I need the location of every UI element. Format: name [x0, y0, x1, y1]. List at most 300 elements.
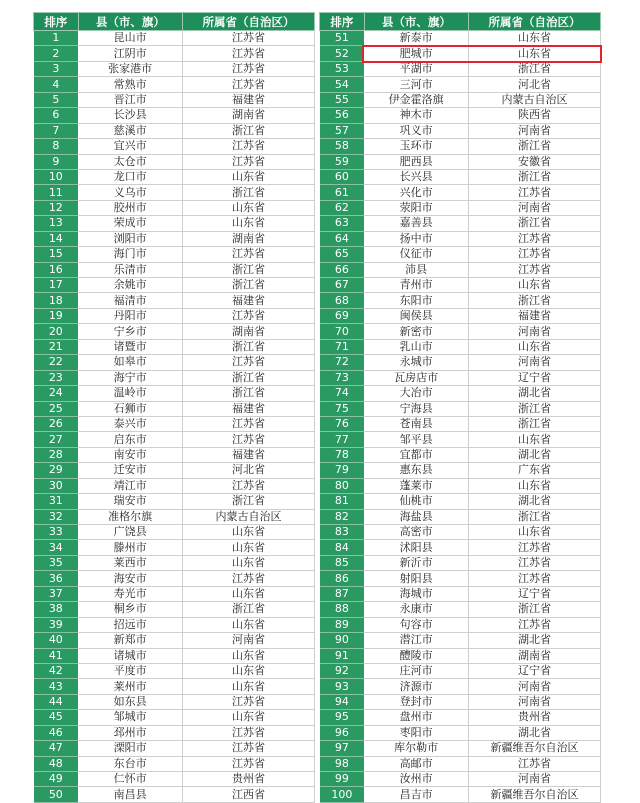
rank-header-right: 排序 [320, 13, 365, 31]
county-cell: 海安市 [78, 571, 182, 586]
province-cell: 浙江省 [183, 602, 315, 617]
table-row [34, 92, 601, 107]
rank-cell: 34 [34, 540, 79, 555]
rank-cell: 10 [34, 169, 79, 184]
rank-cell: 18 [34, 293, 79, 308]
rank-cell: 42 [34, 663, 79, 678]
rank-cell: 67 [320, 278, 365, 293]
province-cell: 山东省 [469, 339, 601, 354]
county-cell: 青州市 [364, 278, 468, 293]
province-cell: 山东省 [469, 478, 601, 493]
province-cell: 江苏省 [469, 247, 601, 262]
county-cell: 余姚市 [78, 278, 182, 293]
rank-cell: 57 [320, 123, 365, 138]
province-cell: 浙江省 [183, 185, 315, 200]
county-cell: 宁乡市 [78, 324, 182, 339]
county-cell: 永城市 [364, 355, 468, 370]
county-cell: 三河市 [364, 77, 468, 92]
table-row [34, 154, 601, 169]
rank-cell: 23 [34, 370, 79, 385]
table-row [34, 663, 601, 678]
province-cell: 湖南省 [183, 324, 315, 339]
rank-cell: 12 [34, 200, 79, 215]
county-cell: 滕州市 [78, 540, 182, 555]
county-cell: 南昌县 [78, 787, 182, 802]
rank-cell: 6 [34, 108, 79, 123]
table-row [34, 216, 601, 231]
rank-cell: 70 [320, 324, 365, 339]
table-row [34, 247, 601, 262]
rank-cell: 21 [34, 339, 79, 354]
province-cell: 江苏省 [469, 262, 601, 277]
table-row [34, 772, 601, 787]
rank-cell: 36 [34, 571, 79, 586]
county-cell: 盘州市 [364, 710, 468, 725]
province-cell: 浙江省 [469, 293, 601, 308]
county-cell: 江阴市 [78, 46, 182, 61]
county-cell: 如东县 [78, 694, 182, 709]
rank-cell: 95 [320, 710, 365, 725]
county-cell: 寿光市 [78, 586, 182, 601]
rank-cell: 31 [34, 494, 79, 509]
province-cell: 湖北省 [469, 725, 601, 740]
county-cell: 石狮市 [78, 401, 182, 416]
province-cell: 江苏省 [183, 308, 315, 323]
county-cell: 嘉善县 [364, 216, 468, 231]
province-cell: 河南省 [469, 694, 601, 709]
county-cell: 巩义市 [364, 123, 468, 138]
rank-cell: 30 [34, 478, 79, 493]
county-cell: 新郑市 [78, 633, 182, 648]
province-cell: 浙江省 [469, 139, 601, 154]
province-cell: 福建省 [183, 401, 315, 416]
rank-cell: 29 [34, 463, 79, 478]
table-row [34, 432, 601, 447]
table-row [34, 787, 601, 802]
county-cell: 仪征市 [364, 247, 468, 262]
province-cell: 浙江省 [469, 416, 601, 431]
county-cell: 仁怀市 [78, 772, 182, 787]
county-cell: 浏阳市 [78, 231, 182, 246]
county-cell: 太仓市 [78, 154, 182, 169]
county-cell: 邳州市 [78, 725, 182, 740]
rank-cell: 63 [320, 216, 365, 231]
province-cell: 湖北省 [469, 494, 601, 509]
province-cell: 山东省 [183, 216, 315, 231]
county-cell: 潜江市 [364, 633, 468, 648]
county-cell: 苍南县 [364, 416, 468, 431]
table-row [34, 185, 601, 200]
table-row [34, 602, 601, 617]
province-cell: 江西省 [183, 787, 315, 802]
province-cell: 贵州省 [183, 772, 315, 787]
table-row [34, 169, 601, 184]
county-cell: 荣成市 [78, 216, 182, 231]
rank-cell: 33 [34, 525, 79, 540]
province-cell: 江苏省 [183, 741, 315, 756]
rank-cell: 55 [320, 92, 365, 107]
province-cell: 江苏省 [183, 694, 315, 709]
county-cell: 昆山市 [78, 31, 182, 46]
rank-cell: 79 [320, 463, 365, 478]
table-row [34, 139, 601, 154]
province-cell: 内蒙古自治区 [183, 509, 315, 524]
table-row [34, 555, 601, 570]
rank-cell: 9 [34, 154, 79, 169]
province-cell: 山东省 [183, 710, 315, 725]
county-cell: 长沙县 [78, 108, 182, 123]
county-cell: 慈溪市 [78, 123, 182, 138]
rank-cell: 53 [320, 61, 365, 76]
province-cell: 安徽省 [469, 154, 601, 169]
county-header-left: 县（市、旗） [78, 13, 182, 31]
county-cell: 宜都市 [364, 447, 468, 462]
county-cell: 迁安市 [78, 463, 182, 478]
province-cell: 贵州省 [469, 710, 601, 725]
county-cell: 溧阳市 [78, 741, 182, 756]
province-cell: 河南省 [469, 324, 601, 339]
header-row [34, 13, 601, 31]
rank-cell: 69 [320, 308, 365, 323]
table-row [34, 586, 601, 601]
province-cell: 浙江省 [183, 370, 315, 385]
county-cell: 瑞安市 [78, 494, 182, 509]
table-row [34, 571, 601, 586]
province-cell: 山东省 [183, 663, 315, 678]
province-cell: 江苏省 [183, 31, 315, 46]
rank-cell: 59 [320, 154, 365, 169]
county-cell: 永康市 [364, 602, 468, 617]
province-cell: 山东省 [183, 200, 315, 215]
province-cell: 山东省 [183, 169, 315, 184]
rank-cell: 100 [320, 787, 365, 802]
province-cell: 江苏省 [183, 725, 315, 740]
table-row [34, 401, 601, 416]
county-cell: 神木市 [364, 108, 468, 123]
province-cell: 广东省 [469, 463, 601, 478]
county-header-right: 县（市、旗） [364, 13, 468, 31]
province-cell: 山东省 [183, 586, 315, 601]
province-cell: 山东省 [469, 31, 601, 46]
province-cell: 江苏省 [183, 571, 315, 586]
table-row [34, 694, 601, 709]
county-cell: 福清市 [78, 293, 182, 308]
province-cell: 江苏省 [183, 46, 315, 61]
rank-cell: 27 [34, 432, 79, 447]
table-row [34, 416, 601, 431]
county-cell: 广饶县 [78, 525, 182, 540]
county-cell: 枣阳市 [364, 725, 468, 740]
table-row [34, 741, 601, 756]
rank-cell: 54 [320, 77, 365, 92]
province-cell: 新疆维吾尔自治区 [469, 787, 601, 802]
province-cell: 浙江省 [469, 216, 601, 231]
rank-cell: 22 [34, 355, 79, 370]
province-cell: 浙江省 [469, 509, 601, 524]
province-cell: 福建省 [183, 447, 315, 462]
province-cell: 湖北省 [469, 633, 601, 648]
rank-cell: 37 [34, 586, 79, 601]
table-row [34, 324, 601, 339]
table-row [34, 617, 601, 632]
province-cell: 浙江省 [469, 169, 601, 184]
province-cell: 新疆维吾尔自治区 [469, 741, 601, 756]
county-cell: 丹阳市 [78, 308, 182, 323]
table-row [34, 46, 601, 61]
province-cell: 江苏省 [469, 571, 601, 586]
rank-cell: 90 [320, 633, 365, 648]
rank-cell: 25 [34, 401, 79, 416]
rank-cell: 46 [34, 725, 79, 740]
table-row [34, 463, 601, 478]
county-cell: 宜兴市 [78, 139, 182, 154]
county-cell: 胶州市 [78, 200, 182, 215]
rank-cell: 1 [34, 31, 79, 46]
province-cell: 江苏省 [183, 355, 315, 370]
province-header-right: 所属省（自治区） [469, 13, 601, 31]
rank-cell: 85 [320, 555, 365, 570]
county-cell: 乳山市 [364, 339, 468, 354]
county-cell: 肥城市 [364, 46, 468, 61]
county-cell: 高密市 [364, 525, 468, 540]
rank-cell: 39 [34, 617, 79, 632]
table-row [34, 77, 601, 92]
province-cell: 山东省 [183, 525, 315, 540]
county-cell: 扬中市 [364, 231, 468, 246]
table-body [34, 31, 601, 803]
county-cell: 靖江市 [78, 478, 182, 493]
province-cell: 福建省 [183, 293, 315, 308]
province-cell: 江苏省 [469, 756, 601, 771]
province-header-left: 所属省（自治区） [183, 13, 315, 31]
rank-cell: 51 [320, 31, 365, 46]
province-cell: 山东省 [469, 46, 601, 61]
rank-cell: 56 [320, 108, 365, 123]
county-cell: 义乌市 [78, 185, 182, 200]
county-cell: 瓦房店市 [364, 370, 468, 385]
rank-cell: 75 [320, 401, 365, 416]
rank-cell: 38 [34, 602, 79, 617]
table-row [34, 679, 601, 694]
rank-cell: 8 [34, 139, 79, 154]
county-cell: 伊金霍洛旗 [364, 92, 468, 107]
rank-cell: 82 [320, 509, 365, 524]
rank-cell: 3 [34, 61, 79, 76]
rank-cell: 68 [320, 293, 365, 308]
table-row [34, 494, 601, 509]
rank-cell: 24 [34, 386, 79, 401]
province-cell: 浙江省 [183, 494, 315, 509]
rank-cell: 26 [34, 416, 79, 431]
rank-cell: 87 [320, 586, 365, 601]
county-cell: 平湖市 [364, 61, 468, 76]
county-cell: 海门市 [78, 247, 182, 262]
rank-cell: 91 [320, 648, 365, 663]
county-cell: 莱西市 [78, 555, 182, 570]
county-cell: 射阳县 [364, 571, 468, 586]
province-cell: 江苏省 [469, 231, 601, 246]
province-cell: 山东省 [183, 617, 315, 632]
county-cell: 兴化市 [364, 185, 468, 200]
rank-cell: 76 [320, 416, 365, 431]
county-cell: 醴陵市 [364, 648, 468, 663]
county-cell: 庄河市 [364, 663, 468, 678]
province-cell: 河北省 [183, 463, 315, 478]
province-cell: 福建省 [469, 308, 601, 323]
county-cell: 邹平县 [364, 432, 468, 447]
rank-cell: 81 [320, 494, 365, 509]
province-cell: 内蒙古自治区 [469, 92, 601, 107]
province-cell: 江苏省 [183, 756, 315, 771]
rank-cell: 66 [320, 262, 365, 277]
county-cell: 新密市 [364, 324, 468, 339]
table-row [34, 308, 601, 323]
rank-cell: 13 [34, 216, 79, 231]
table-row [34, 447, 601, 462]
rank-cell: 89 [320, 617, 365, 632]
province-cell: 江苏省 [469, 555, 601, 570]
county-cell: 长兴县 [364, 169, 468, 184]
table-row [34, 339, 601, 354]
table-row [34, 108, 601, 123]
county-cell: 东台市 [78, 756, 182, 771]
province-cell: 辽宁省 [469, 370, 601, 385]
county-cell: 肥西县 [364, 154, 468, 169]
county-cell: 海盐县 [364, 509, 468, 524]
rank-cell: 17 [34, 278, 79, 293]
province-cell: 山东省 [469, 432, 601, 447]
county-cell: 泰兴市 [78, 416, 182, 431]
province-cell: 湖北省 [469, 447, 601, 462]
table-row [34, 478, 601, 493]
county-cell: 蓬莱市 [364, 478, 468, 493]
county-cell: 温岭市 [78, 386, 182, 401]
rank-cell: 20 [34, 324, 79, 339]
rank-cell: 71 [320, 339, 365, 354]
rank-cell: 58 [320, 139, 365, 154]
table-row [34, 231, 601, 246]
table-row [34, 293, 601, 308]
table-row [34, 61, 601, 76]
rank-cell: 83 [320, 525, 365, 540]
rank-cell: 4 [34, 77, 79, 92]
county-cell: 沭阳县 [364, 540, 468, 555]
rank-cell: 96 [320, 725, 365, 740]
rank-cell: 14 [34, 231, 79, 246]
table-row [34, 725, 601, 740]
province-cell: 河南省 [469, 679, 601, 694]
rank-cell: 86 [320, 571, 365, 586]
county-cell: 汝州市 [364, 772, 468, 787]
table-row [34, 756, 601, 771]
county-cell: 诸城市 [78, 648, 182, 663]
county-cell: 启东市 [78, 432, 182, 447]
county-cell: 昌吉市 [364, 787, 468, 802]
rank-cell: 45 [34, 710, 79, 725]
rank-cell: 80 [320, 478, 365, 493]
rank-cell: 48 [34, 756, 79, 771]
province-cell: 江苏省 [183, 416, 315, 431]
rank-cell: 43 [34, 679, 79, 694]
rank-cell: 32 [34, 509, 79, 524]
table-row [34, 525, 601, 540]
province-cell: 浙江省 [469, 61, 601, 76]
province-cell: 江苏省 [469, 617, 601, 632]
county-cell: 南安市 [78, 447, 182, 462]
county-cell: 荥阳市 [364, 200, 468, 215]
table-row [34, 633, 601, 648]
county-cell: 海宁市 [78, 370, 182, 385]
county-cell: 平度市 [78, 663, 182, 678]
county-ranking-table [33, 12, 601, 803]
province-cell: 河南省 [469, 355, 601, 370]
province-cell: 山东省 [469, 278, 601, 293]
county-cell: 仙桃市 [364, 494, 468, 509]
county-cell: 惠东县 [364, 463, 468, 478]
county-cell: 闽侯县 [364, 308, 468, 323]
county-cell: 库尔勒市 [364, 741, 468, 756]
table-row [34, 540, 601, 555]
rank-cell: 72 [320, 355, 365, 370]
county-cell: 招远市 [78, 617, 182, 632]
province-cell: 山东省 [183, 648, 315, 663]
table-row [34, 386, 601, 401]
province-cell: 江苏省 [183, 61, 315, 76]
rank-cell: 5 [34, 92, 79, 107]
county-cell: 登封市 [364, 694, 468, 709]
province-cell: 河南省 [469, 200, 601, 215]
table-row [34, 648, 601, 663]
province-cell: 浙江省 [183, 339, 315, 354]
province-cell: 辽宁省 [469, 663, 601, 678]
province-cell: 河南省 [183, 633, 315, 648]
province-cell: 湖北省 [469, 386, 601, 401]
province-cell: 江苏省 [183, 139, 315, 154]
rank-cell: 50 [34, 787, 79, 802]
rank-cell: 47 [34, 741, 79, 756]
county-cell: 句容市 [364, 617, 468, 632]
county-cell: 张家港市 [78, 61, 182, 76]
county-cell: 准格尔旗 [78, 509, 182, 524]
province-cell: 江苏省 [469, 185, 601, 200]
county-cell: 乐清市 [78, 262, 182, 277]
rank-cell: 16 [34, 262, 79, 277]
rank-cell: 28 [34, 447, 79, 462]
rank-cell: 65 [320, 247, 365, 262]
province-cell: 浙江省 [183, 278, 315, 293]
province-cell: 湖南省 [469, 648, 601, 663]
province-cell: 江苏省 [183, 77, 315, 92]
province-cell: 辽宁省 [469, 586, 601, 601]
rank-cell: 44 [34, 694, 79, 709]
province-cell: 江苏省 [469, 540, 601, 555]
rank-cell: 64 [320, 231, 365, 246]
province-cell: 河南省 [469, 772, 601, 787]
county-cell: 新沂市 [364, 555, 468, 570]
province-cell: 山东省 [183, 555, 315, 570]
rank-cell: 99 [320, 772, 365, 787]
province-cell: 浙江省 [183, 262, 315, 277]
county-cell: 海城市 [364, 586, 468, 601]
county-cell: 桐乡市 [78, 602, 182, 617]
rank-cell: 93 [320, 679, 365, 694]
province-cell: 浙江省 [469, 602, 601, 617]
rank-cell: 49 [34, 772, 79, 787]
province-cell: 江苏省 [183, 154, 315, 169]
county-cell: 龙口市 [78, 169, 182, 184]
rank-cell: 52 [320, 46, 365, 61]
rank-cell: 61 [320, 185, 365, 200]
